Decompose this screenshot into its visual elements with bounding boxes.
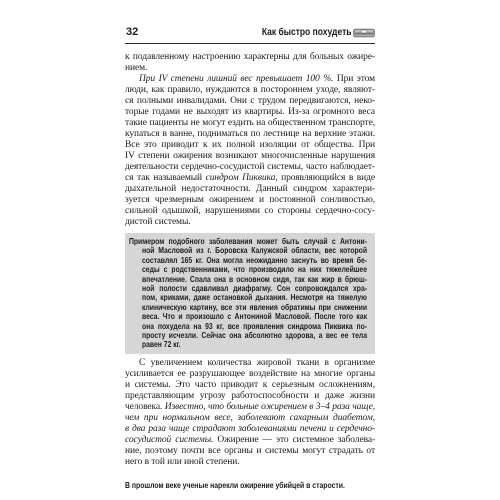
sidebar-text — [129, 236, 367, 350]
closing-note: В прошлом веке ученые нарекли ожирение убийцей в старости. — [125, 479, 345, 490]
text-run: зуется чрезмерным ожирением и постоянной сонливостью, — [125, 195, 375, 205]
closing-note-row — [125, 475, 375, 490]
page-number: 32 — [126, 26, 139, 38]
text-run: ной Масловой из г. Боровска Калужской области, вес которой — [142, 245, 367, 256]
running-header — [125, 25, 375, 40]
text-line — [125, 107, 375, 118]
italic-text: сосудистой системы. — [125, 434, 214, 445]
text-run: составлял 165 кг. Она могла неожиданно заснуть во время бе- — [142, 254, 367, 265]
text-line — [125, 151, 375, 162]
text-run: ся полными инвалидами. Они с трудом передвигаются, неко- — [125, 96, 375, 106]
text-run: ся так называемый — [125, 173, 206, 183]
text-run: просту исчезли. Сейчас она абсолютно здорова, а вес ее тела — [142, 330, 367, 341]
text-run: и системы. Это часто приводит к серьезным осложнениям, — [125, 379, 375, 390]
text-line — [125, 85, 375, 96]
text-run: клиническую картину, все эти явления обратимы при снижении — [142, 301, 367, 312]
text-run: усиливается ее разрушающее воздействие на многие органы — [125, 368, 375, 379]
text-run: Примером подобного заболевания может быть случай с Антони- — [129, 236, 367, 246]
text-line — [125, 118, 375, 129]
italic-text: Известно, что больные ожирением в 3–4 раза чаще, — [164, 401, 376, 412]
text-line — [125, 380, 375, 391]
text-run: дистой системы. — [125, 217, 191, 227]
text-run: него в той или иной степени. — [125, 456, 240, 467]
text-line — [125, 173, 375, 184]
text-line — [125, 217, 375, 228]
running-title — [246, 25, 375, 40]
text-run: к подавленному настроению характерны для больных ожире- — [125, 52, 375, 62]
text-run: пом, криками, даже остановкой дыхания. Несмотря на тяжелую — [142, 292, 367, 303]
text-line — [125, 457, 375, 468]
text-line — [125, 74, 375, 85]
text-run: веса. Что и произошло с Антониной Масловой. После того как — [142, 311, 367, 322]
text-line — [125, 162, 375, 173]
paragraph-obesity-stage-iv — [125, 74, 375, 228]
text-line — [125, 369, 375, 380]
text-run: седы с родственниками, что производило на них тяжелейшее — [142, 264, 367, 275]
text-line — [125, 140, 375, 151]
text-run: такие пациенты не могут ездить на общественном транспорте, — [125, 118, 375, 128]
paragraph-continued — [125, 52, 375, 74]
text-line — [125, 206, 375, 217]
text-run: ние, поэтому почти все органы и системы могут страдать от — [125, 445, 375, 456]
text-run: деятельности сердечно-сосудистой системы, часто наблюдает- — [125, 162, 375, 172]
text-line — [125, 402, 375, 413]
italic-text: чем при нормальном весе, заболевают сахарным диабетом, — [125, 412, 375, 423]
text-run: купаться в ванне, подниматься по лестнице на верхние этажи. — [125, 129, 375, 139]
text-run: При этом — [333, 74, 376, 84]
scale-icon — [353, 27, 375, 39]
header-rule — [125, 43, 375, 44]
text-run: впечатление. Спала она в основном сидя, так как жир в брюш- — [142, 273, 367, 284]
italic-text: При IV степени лишний вес превышает 100 %. — [139, 74, 334, 84]
text-line — [125, 413, 375, 424]
sidebar-box — [125, 233, 375, 354]
text-run: люди, как правило, нуждаются в постороннем уходе, являют- — [125, 85, 375, 95]
text-run: равен 72 кг. — [142, 339, 181, 350]
text-line — [125, 435, 375, 446]
page-body — [125, 52, 376, 490]
text-line — [125, 63, 375, 74]
text-line — [125, 424, 375, 435]
text-run: представляющим угрозу работоспособности и даже жизни — [125, 390, 375, 401]
text-run: она похудела на 93 кг, все проявления синдрома Пиквика по- — [142, 320, 367, 331]
text-run: дыхательной недостаточности. Данный синдром характери- — [125, 184, 375, 194]
text-line — [142, 340, 367, 349]
italic-text: в два раза чаще страдают заболеваниями печени и сердечно- — [125, 423, 375, 434]
paragraph-complications — [125, 358, 375, 468]
text-run: человека. — [125, 401, 165, 412]
italic-text: синдром Пиквика — [205, 173, 276, 183]
text-run: Ожирение — это системное заболева- — [213, 434, 376, 445]
text-line — [125, 446, 375, 457]
text-line — [125, 129, 375, 140]
text-line — [125, 52, 375, 63]
text-column — [125, 25, 376, 490]
text-run: ной полости сдавливал диафрагму. Сон сопровождался хра- — [142, 283, 367, 294]
text-line — [125, 96, 375, 107]
text-line — [125, 358, 375, 369]
text-line — [125, 195, 375, 206]
text-line — [125, 184, 375, 195]
text-run: С увеличением количества жировой ткани в организме — [139, 357, 375, 368]
text-run: , проявляющийся в виде — [275, 173, 375, 183]
text-run: IV степени ожирения возникают многочисленные нарушения — [125, 151, 375, 161]
text-run: сильной одышкой, нарушениями со стороны сердечно-сосу- — [125, 206, 375, 216]
text-run: торые годами не выходят из квартиры. Из-за огромного веса — [125, 107, 375, 117]
book-title: Как быстро похудеть — [261, 27, 351, 38]
text-run: нием. — [125, 63, 148, 73]
text-line — [125, 391, 375, 402]
text-run: Все это приводит к их полной изоляции от общества. При — [125, 140, 375, 150]
